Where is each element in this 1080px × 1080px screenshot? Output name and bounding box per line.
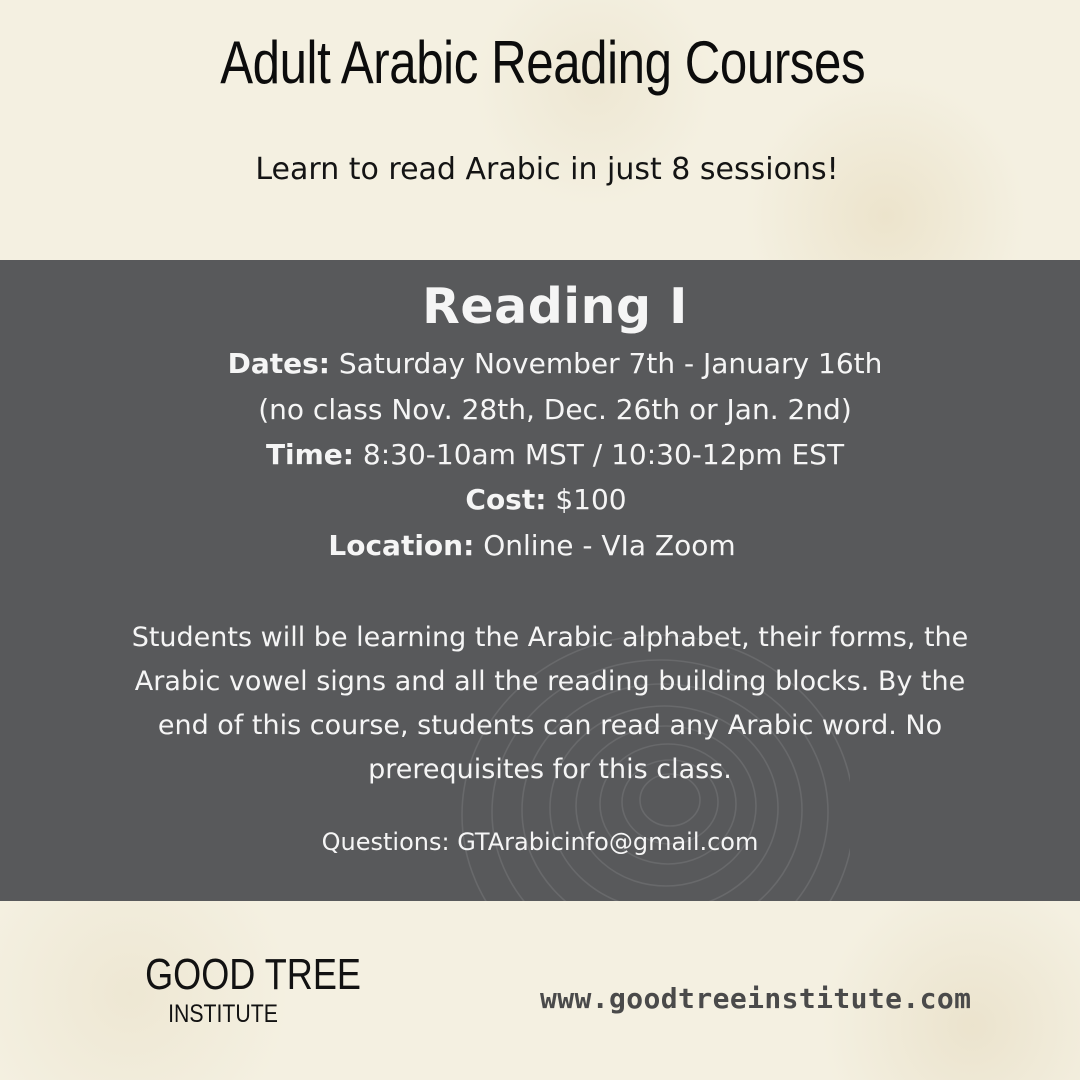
time-line xyxy=(0,437,1080,473)
dates-line xyxy=(0,346,1080,382)
logo-main-text: GOOD TREE xyxy=(145,950,361,999)
course-title: Reading I xyxy=(422,278,688,335)
contact-email: Questions: GTArabicinfo@gmail.com xyxy=(321,828,759,856)
time-label: Time: xyxy=(265,438,354,471)
cost-line xyxy=(0,482,1080,518)
time-value: 8:30-10am MST / 10:30-12pm EST xyxy=(354,438,845,471)
page-title: Adult Arabic Reading Courses xyxy=(220,29,866,96)
location-line xyxy=(0,528,1064,564)
dates-value: Saturday November 7th - January 16th xyxy=(329,347,883,380)
course-description: Students will be learning the Arabic alphabet, their forms, the Arabic vowel signs and all the reading building blocks. By the end of this course, students can read any Arabic word. No prerequisites for this class. xyxy=(131,622,969,785)
location-label: Location: xyxy=(328,529,475,562)
good-tree-logo xyxy=(128,950,361,1028)
location-value: Online - VIa Zoom xyxy=(474,529,736,562)
logo-sub-text: INSTITUTE xyxy=(168,1000,278,1028)
website-url: www.goodtreeinstitute.com xyxy=(540,982,972,1015)
cost-label: Cost: xyxy=(465,483,547,516)
dates-note: (no class Nov. 28th, Dec. 26th or Jan. 2nd) xyxy=(258,393,852,426)
dates-label: Dates: xyxy=(227,347,330,380)
course-panel xyxy=(0,260,1080,901)
cost-value: $100 xyxy=(546,483,627,516)
page-subtitle: Learn to read Arabic in just 8 sessions! xyxy=(255,152,839,187)
course-details xyxy=(0,260,1080,901)
